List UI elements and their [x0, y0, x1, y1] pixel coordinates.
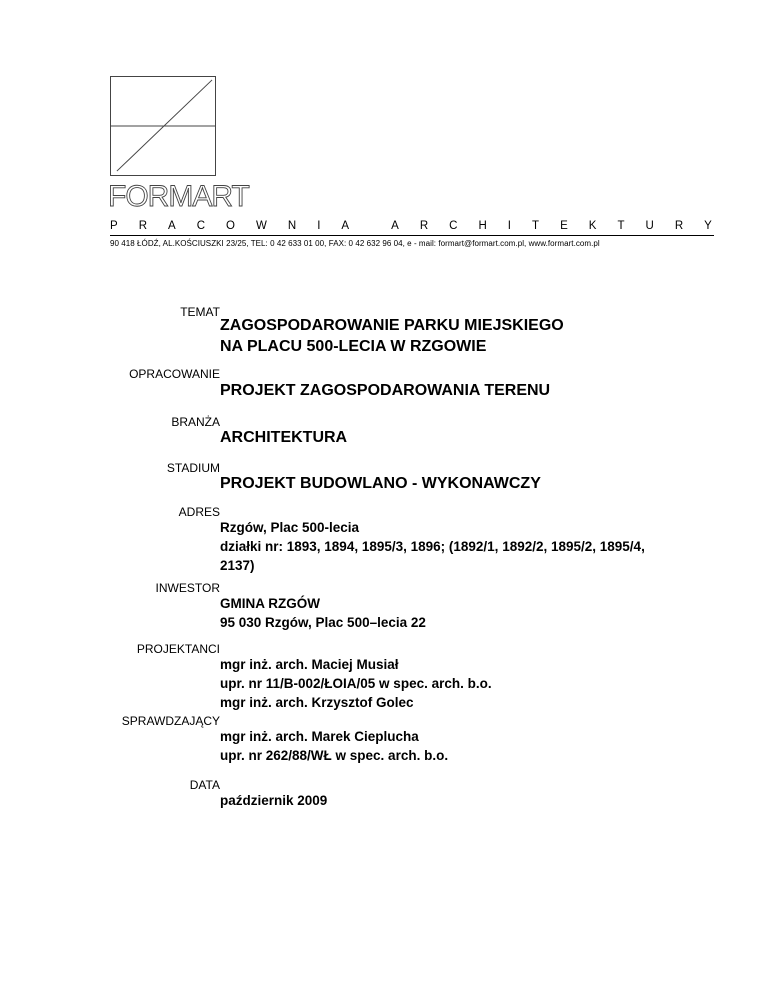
label-stadium: STADIUM — [166, 461, 220, 475]
tagline-letter: A — [341, 220, 350, 232]
value-inwestor — [220, 594, 730, 632]
tagline-letter: H — [478, 220, 487, 232]
value-line: upr. nr 262/88/WŁ w spec. arch. b.o. — [220, 748, 449, 763]
tagline-letter: C — [449, 220, 458, 232]
tagline-letter: A — [391, 220, 399, 232]
value-line: ARCHITEKTURA — [220, 429, 348, 446]
tagline-letter: A — [168, 220, 176, 232]
tagline-letter: I — [507, 220, 511, 232]
value-projektanci — [220, 655, 730, 712]
value-line: 2137) — [220, 558, 255, 573]
brand-wordmark — [108, 178, 258, 212]
tagline-letter: U — [645, 220, 654, 232]
tagline-letter: E — [560, 220, 568, 232]
value-opracowanie — [220, 380, 730, 401]
label-inwestor: INWESTOR — [155, 581, 220, 595]
value-line: GMINA RZGÓW — [220, 596, 320, 611]
value-line: mgr inż. arch. Krzysztof Golec — [220, 695, 414, 710]
brand-logo — [108, 178, 258, 212]
label-adres: ADRES — [178, 505, 220, 519]
tagline-letter: R — [674, 220, 684, 232]
tagline-letter: T — [532, 220, 540, 232]
tagline-letter: R — [138, 220, 147, 232]
tagline-letter: C — [196, 220, 206, 232]
label-projektanci: PROJEKTANCI — [136, 642, 220, 656]
svg-text:FORMART: FORMART — [108, 180, 249, 212]
value-temat — [220, 315, 730, 357]
value-line: działki nr: 1893, 1894, 1895/3, 1896; (1892/1, 1892/2, 1895/2, 1895/4, — [220, 539, 645, 554]
value-line: PROJEKT ZAGOSPODAROWANIA TERENU — [220, 382, 551, 399]
tagline — [110, 220, 712, 232]
tagline-letter: R — [419, 220, 429, 232]
value-line: PROJEKT BUDOWLANO - WYKONAWCZY — [220, 475, 541, 492]
value-line: Rzgów, Plac 500-lecia — [220, 520, 360, 535]
tagline-letter: W — [256, 220, 267, 232]
value-line: upr. nr 11/B-002/ŁOIA/05 w spec. arch. b.o. — [220, 676, 492, 691]
tagline-letter: O — [226, 220, 235, 232]
tagline-letter: I — [317, 220, 321, 232]
label-data: DATA — [189, 778, 220, 792]
tagline-letter: N — [287, 220, 297, 232]
value-line: mgr inż. arch. Maciej Musiał — [220, 657, 399, 672]
value-line: mgr inż. arch. Marek Cieplucha — [220, 729, 419, 744]
logo-square-icon — [111, 77, 215, 175]
value-line: 95 030 Rzgów, Plac 500–lecia 22 — [220, 615, 426, 630]
value-line: październik 2009 — [220, 793, 328, 808]
value-line: ZAGOSPODAROWANIE PARKU MIEJSKIEGO — [220, 317, 564, 334]
label-temat: TEMAT — [180, 305, 220, 319]
tagline-letter: Y — [704, 220, 712, 232]
contact-line: 90 418 ŁÓDŹ, AL.KOŚCIUSZKI 23/25, TEL: 0 42 633 01 00, FAX: 0 42 632 96 04, e - mail: formart@formart.com.pl, www.formart.com.pl — [110, 239, 600, 248]
label-sprawdzajacy: SPRAWDZAJĄCY — [121, 714, 220, 728]
value-branza — [220, 427, 730, 448]
tagline-letter: T — [617, 220, 625, 232]
label-branza: BRANŻA — [171, 415, 220, 429]
logo-mark — [110, 76, 216, 176]
value-stadium — [220, 473, 730, 494]
tagline-letter: P — [110, 220, 118, 232]
value-data — [220, 791, 730, 810]
label-opracowanie: OPRACOWANIE — [129, 367, 220, 381]
value-line: NA PLACU 500-LECIA W RZGOWIE — [220, 338, 487, 355]
tagline-letter: K — [588, 220, 597, 232]
value-sprawdzajacy — [220, 727, 730, 765]
value-adres — [220, 518, 730, 575]
header-divider — [110, 235, 714, 236]
